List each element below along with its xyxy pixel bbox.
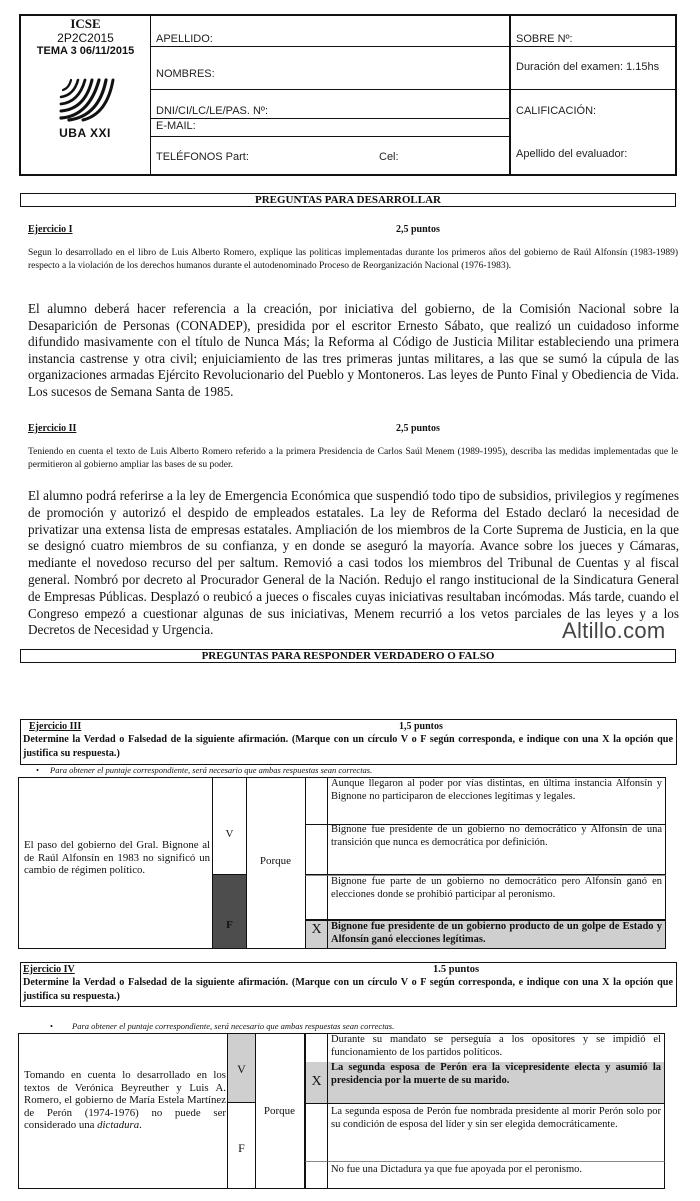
exercise-4-note <box>50 1021 395 1031</box>
dni-field[interactable] <box>271 102 501 116</box>
uba-logo-icon <box>59 78 119 122</box>
exercise-4-instruction: Determine la Verdad o Falsedad de la siguiente afirmación. (Marque con un círculo V o F según corresponda, e indique con una X la opción que justifica su respuesta.) <box>23 977 673 1002</box>
exercise-4-options <box>305 1033 659 1189</box>
exercise-4-porque: Porque <box>255 1033 305 1189</box>
exercise-4-option-1-text: Durante su mandato se perseguía a los opositores y se impidió el funcionamiento de los partidos políticos. <box>331 1034 661 1058</box>
evaluador-label: Apellido del evaluador: <box>516 148 628 160</box>
exercise-2-question: Teniendo en cuenta el texto de Luis Alberto Romero referido a la primera Presidencia de Carlos Saúl Menem (1989-1995), describa las medidas implementadas que le permitieron al gobierno ampliar las bases de su poder. <box>28 447 678 470</box>
nombres-label: NOMBRES: <box>156 68 215 80</box>
exercise-4-option-4[interactable] <box>327 1161 665 1189</box>
exercise-3-option-3[interactable] <box>327 875 666 920</box>
student-info-column <box>151 16 511 174</box>
exercise-4-option-3-text: La segunda esposa de Perón fue nombrada presidente al morir Perón solo por su condición de esposa del líder y sin ser elegida democráticamente. <box>331 1106 661 1130</box>
exercise-4-option-2-text: La segunda esposa de Perón era la vicepresidente electa y asumió la presidencia por la muerte de su marido. <box>331 1062 661 1086</box>
exercise-3-mark-1[interactable] <box>305 777 327 825</box>
logo-text: UBA XXI <box>59 126 111 140</box>
exercise-3-title: Ejercicio III <box>29 721 82 732</box>
section-title-verdadero-falso: PREGUNTAS PARA RESPONDER VERDADERO O FALSO <box>20 649 676 663</box>
exercise-1-title: Ejercicio I <box>28 224 73 235</box>
exercise-3-mark-4-selected[interactable]: X <box>305 920 327 949</box>
bullet-icon: • <box>50 1021 53 1031</box>
exercise-3-statement-cell <box>18 777 212 949</box>
tema-label: TEMA 3 06/11/2015 <box>36 45 135 57</box>
exercise-1-question: Segun lo desarrollado en el libro de Luis Alberto Romero, explique las politicas implementadas durante los primeros años del gobierno de Raúl Alfonsín (1983-1989) respecto a la violación de los derechos humanos durante el autodenominado Proceso de Reorganización Nacional (1976-1983). <box>28 248 678 271</box>
exercise-4-statement: Tomando en cuenta lo desarrollado en los textos de Verónica Beyreuther y Luis A. Romero, el gobierno de María Estela Martínez de Perón (1974-1976) no puede ser considerado una dictadura. <box>24 1069 226 1131</box>
header-id-column <box>21 16 151 174</box>
exercise-3-option-1[interactable] <box>327 777 666 825</box>
exercise-1-answer: El alumno deberá hacer referencia a la creación, por iniciativa del gobierno, de la Comisión Nacional sobre la Desaparición de Personas (CONADEP), presidida por el escritor Ernesto Sábato, que realizó un cuidadoso informe difundido masivamente con el título de Nunca Más; la Reforma al Código de Justicia Militar estableciendo una primera instancia castrense y otra civil; enjuiciamiento de las tres primeras juntas militares, a las que se sumó la cúpula de las organizaciones armadas Ejército Revolucionario del Pueblo y Montoneros. Las leyes de Punto Final y Obediencia de Vida. Los sucesos de Semana Santa de 1985. <box>28 301 679 399</box>
exercise-4-table <box>18 1033 308 1189</box>
exercise-4-option-1[interactable] <box>327 1033 665 1063</box>
exercise-4-statement-cell <box>18 1033 228 1189</box>
exercise-3-header-box <box>20 719 677 765</box>
apellido-label: APELLIDO: <box>156 33 213 45</box>
exercise-4-header-box <box>20 962 677 1007</box>
exercise-3-f-option-selected[interactable]: F <box>212 874 247 949</box>
exercise-4-mark-4[interactable] <box>305 1161 327 1189</box>
exercise-4-title: Ejercicio IV <box>23 964 75 975</box>
altillo-watermark: Altillo.com <box>562 618 666 643</box>
exercise-3-note <box>36 765 373 775</box>
exercise-4-mark-3[interactable] <box>305 1104 327 1162</box>
exercise-3-mark-3[interactable] <box>305 875 327 920</box>
exercise-3-instruction: Determine la Verdad o Falsedad de la siguiente afirmación. (Marque con un círculo V o F según corresponda, e indique con una X la opción que justifica su respuesta.) <box>23 734 673 759</box>
exercise-3-porque: Porque <box>246 777 306 949</box>
duracion-label: Duración del examen: 1.15hs <box>516 61 660 73</box>
exercise-4-note-text: Para obtener el puntaje correspondiente, será necesario que ambas respuestas sean correctas. <box>72 1021 395 1031</box>
exercise-2-title: Ejercicio II <box>28 423 77 434</box>
exercise-4-mark-1[interactable] <box>305 1033 327 1063</box>
cel-label: Cel: <box>379 151 399 163</box>
exercise-2-answer: El alumno podrá referirse a la ley de Emergencia Económica que suspendió todo tipo de subsidios, privilegios y regímenes de promoción y autorizó el despido de empleados estatales. La ley de Reforma del Estado declaró la necesidad de privatizar una extensa lista de empresas estatales. Ampliación de los miembros de la Corte Suprema de Justicia, en la que se designó cuatro miembros de su confianza, y en donde se aseguró la mayoría. Avance sobre los jueces y Cámaras, mediante el novedoso recurso del per saltum. Removió a casi todos los miembros del Tribunal de Cuentas y al fiscal general. Nombró por decreto al Procurador General de la Nación. Redujo el rango institucional de la Sindicatura General de Empresas Públicas. Desplazó o reubicó a jueces o fiscales cuyas iniciativas resultaban incómodas. Más tarde, cuando el Congreso empezó a cuestionar algunas de sus iniciativas, Menem recurrió a los vetos parciales de las leyes y a los Decretos de Necesidad y Urgencia. <box>28 488 679 638</box>
section-title-desarrollar: PREGUNTAS PARA DESARROLLAR <box>20 193 676 207</box>
exercise-4-points: 1.5 puntos <box>433 964 480 975</box>
uba-xxi-logo <box>49 78 121 148</box>
exercise-3-option-2[interactable] <box>327 824 666 875</box>
exercise-3-option-3-text: Bignone fue parte de un gobierno no democrático pero Alfonsín ganó en elecciones donde se prohibió participar al peronismo. <box>331 876 662 900</box>
sobre-label: SOBRE Nº: <box>516 33 573 45</box>
exercise-3-option-4-selected[interactable] <box>327 920 666 949</box>
exercise-4-f-option[interactable]: F <box>227 1102 256 1189</box>
exercise-4-option-2-selected[interactable] <box>327 1062 665 1104</box>
exam-header <box>19 14 677 176</box>
exercise-2-points: 2,5 puntos <box>396 423 440 434</box>
apellido-field[interactable] <box>221 28 501 46</box>
exercise-3-mark-2[interactable] <box>305 824 327 875</box>
exercise-3-v-option[interactable]: V <box>212 777 247 875</box>
exercise-3-option-1-text: Aunque llegaron al poder por vías distintas, en última instancia Alfonsín y Bignone no participaron de elecciones legítimas y legales. <box>331 778 662 802</box>
exam-code: 2P2C2015 <box>57 31 114 45</box>
bullet-icon: • <box>36 765 39 775</box>
exercise-3-statement: El paso del gobierno del Gral. Bignone al de Raúl Alfonsín en 1983 no significó un cambio de régimen político. <box>24 839 210 876</box>
exercise-4-v-option-selected[interactable]: V <box>227 1033 256 1103</box>
email-field[interactable] <box>206 120 501 134</box>
nombres-field[interactable] <box>221 50 501 100</box>
exercise-3-points: 1,5 puntos <box>399 721 443 732</box>
dni-label: DNI/CI/LC/LE/PAS. Nº: <box>156 105 269 117</box>
exercise-3-options <box>305 777 662 949</box>
exercise-4-option-4-text: No fue una Dictadura ya que fue apoyada por el peronismo. <box>331 1164 583 1175</box>
email-label: E-MAIL: <box>156 120 196 132</box>
exam-info-column <box>511 16 675 174</box>
exercise-3-note-text: Para obtener el puntaje correspondiente, será necesario que ambas respuestas sean correctas. <box>50 765 373 775</box>
exercise-4-mark-2-selected[interactable]: X <box>305 1062 327 1104</box>
exercise-3-option-2-text: Bignone fue presidente de un gobierno no democrático y Alfonsín de una transición que nunca es democrática por definición. <box>331 824 662 848</box>
exercise-3-option-4-text: Bignone fue presidente de un gobierno producto de un golpe de Estado y Alfonsín ganó elecciones legítimas. <box>331 921 662 945</box>
institute-label: ICSE <box>70 16 101 31</box>
exercise-4-option-3[interactable] <box>327 1104 665 1162</box>
exercise-1-points: 2,5 puntos <box>396 224 440 235</box>
calificacion-label: CALIFICACIÓN: <box>516 105 597 117</box>
telefonos-label: TELÉFONOS Part: <box>156 151 249 163</box>
